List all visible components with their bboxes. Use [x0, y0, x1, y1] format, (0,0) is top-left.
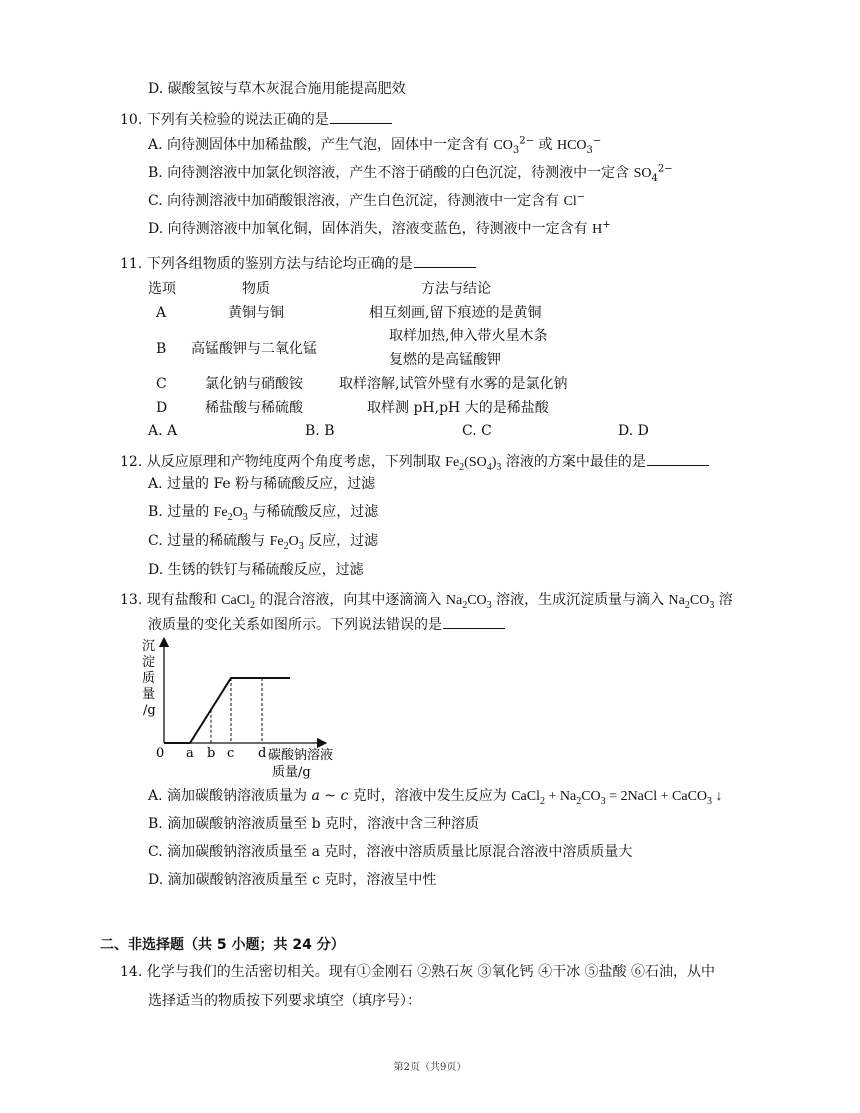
table-header-option: 选项	[148, 281, 176, 297]
table-row-d-option: D	[156, 400, 168, 416]
answer-blank[interactable]	[647, 451, 709, 466]
q13-option-a: A. 滴加碳酸钠溶液质量为 a ~ c 克时，溶液中发生反应为 CaCl$_2$ + $Na_2CO_3$ = 2NaCl + CaCO$_3$ ↓	[148, 788, 723, 807]
section-2-title: 二、非选择题（共 5 小题；共 24 分）	[100, 937, 345, 953]
answer-blank[interactable]	[414, 253, 476, 268]
series-line	[164, 678, 290, 743]
table-row-b-method-line1: 取样加热,伸入带火星木条	[389, 328, 548, 344]
table-header-substance: 物质	[242, 281, 270, 297]
q12-option-c: C. 过量的稀硫酸与 $Fe_2O_3$ 反应，过滤	[148, 533, 379, 552]
q10-option-d: D. 向待测溶液中加氧化铜，固体消失，溶液变蓝色，待测液中一定含有 H+	[148, 219, 611, 237]
y-axis-label-1: 淀	[142, 655, 156, 670]
table-row-a-option: A	[156, 305, 167, 321]
table-row-c-option: C	[156, 376, 167, 392]
y-axis-label-3: 量	[142, 687, 156, 702]
answer-blank[interactable]	[330, 109, 392, 124]
q11-choice-d[interactable]: D. D	[618, 423, 649, 439]
q10-option-a: A. 向待测固体中加稀盐酸，产生气泡，固体中一定含有 $CO_3^{2-}$ 或 $HCO_3^-$	[148, 135, 602, 156]
precipitate-chart	[138, 636, 368, 786]
table-row-a-substance: 黄铜与铜	[228, 305, 284, 321]
q13-stem-line1: 13. 现有盐酸和 CaCl$_2$ 的混合溶液，向其中逐滴滴入 $Na_2CO_3$ 溶液，生成沉淀质量与滴入 $Na_2CO_3$ 溶	[120, 592, 733, 611]
y-axis-label-4: /g	[143, 703, 156, 718]
x-axis-label-line1: 碳酸钠溶液	[268, 748, 334, 763]
table-row-d-substance: 稀盐酸与稀硫酸	[205, 400, 303, 416]
q12-option-a: A. 过量的 Fe 粉与稀硫酸反应，过滤	[148, 476, 376, 492]
answer-blank[interactable]	[443, 614, 505, 629]
q9-option-d: D. 碳酸氢铵与草木灰混合施用能提高肥效	[148, 81, 406, 97]
q13-option-d: D. 滴加碳酸钠溶液质量至 c 克时，溶液呈中性	[148, 872, 437, 888]
tick-label-d: d	[258, 746, 267, 761]
q14-line2: 选择适当的物质按下列要求填空（填序号）：	[148, 993, 421, 1009]
y-axis-label-2: 质	[142, 671, 156, 686]
q10-option-b: B. 向待测溶液中加氯化钡溶液，产生不溶于硝酸的白色沉淀，待测液中一定含 $SO_4^{2-}$	[148, 163, 673, 184]
x-axis-label-line2: 质量/g	[272, 765, 311, 780]
table-row-d-method: 取样测 pH,pH 大的是稀盐酸	[367, 400, 549, 416]
table-row-c-substance: 氯化钠与硝酸铵	[205, 376, 303, 392]
page-footer: 第2页（共9页）	[393, 1062, 467, 1073]
y-axis-label-0: 沉	[142, 639, 156, 654]
q11-stem: 11. 下列各组物质的鉴别方法与结论均正确的是	[120, 253, 476, 274]
table-row-b-method-line2: 复燃的是高锰酸钾	[389, 352, 501, 368]
tick-label-a: a	[186, 746, 194, 761]
table-row-a-method: 相互刻画,留下痕迹的是黄铜	[369, 305, 542, 321]
q11-choice-a[interactable]: A. A	[148, 423, 178, 439]
table-row-c-method: 取样溶解,试管外壁有水雾的是氯化钠	[339, 376, 568, 392]
q14-line1: 14. 化学与我们的生活密切相关。现有①金刚石 ②熟石灰 ③氧化钙 ④干冰 ⑤盐酸 ⑥石油，从中	[120, 964, 715, 980]
table-row-b-option: B	[156, 341, 167, 357]
q12-option-b: B. 过量的 $Fe_2O_3$ 与稀硫酸反应，过滤	[148, 504, 379, 523]
q12-option-d: D. 生锈的铁钉与稀硫酸反应，过滤	[148, 562, 364, 578]
tick-label-b: b	[207, 746, 216, 761]
tick-label-c: c	[227, 746, 235, 761]
table-row-b-substance: 高锰酸钾与二氧化锰	[191, 341, 317, 357]
q10-option-c: C. 向待测溶液中加硝酸银溶液，产生白色沉淀，待测液中一定含有 Cl−	[148, 191, 586, 209]
q12-stem: 12. 从反应原理和产物纯度两个角度考虑，下列制取 $Fe_2(SO_4)_3$ 溶液的方案中最佳的是	[120, 451, 709, 473]
q10-stem: 10. 下列有关检验的说法正确的是	[120, 109, 392, 130]
table-header-method: 方法与结论	[421, 281, 491, 297]
q13-stem-line2: 液质量的变化关系如图所示。下列说法错误的是	[148, 614, 505, 635]
q11-choice-b[interactable]: B. B	[305, 423, 335, 439]
q11-choice-c[interactable]: C. C	[462, 423, 492, 439]
origin-label: 0	[156, 746, 165, 761]
q13-option-b: B. 滴加碳酸钠溶液质量至 b 克时，溶液中含三种溶质	[148, 816, 480, 832]
q13-option-c: C. 滴加碳酸钠溶液质量至 a 克时，溶液中溶质质量比原混合溶液中溶质质量大	[148, 844, 633, 860]
